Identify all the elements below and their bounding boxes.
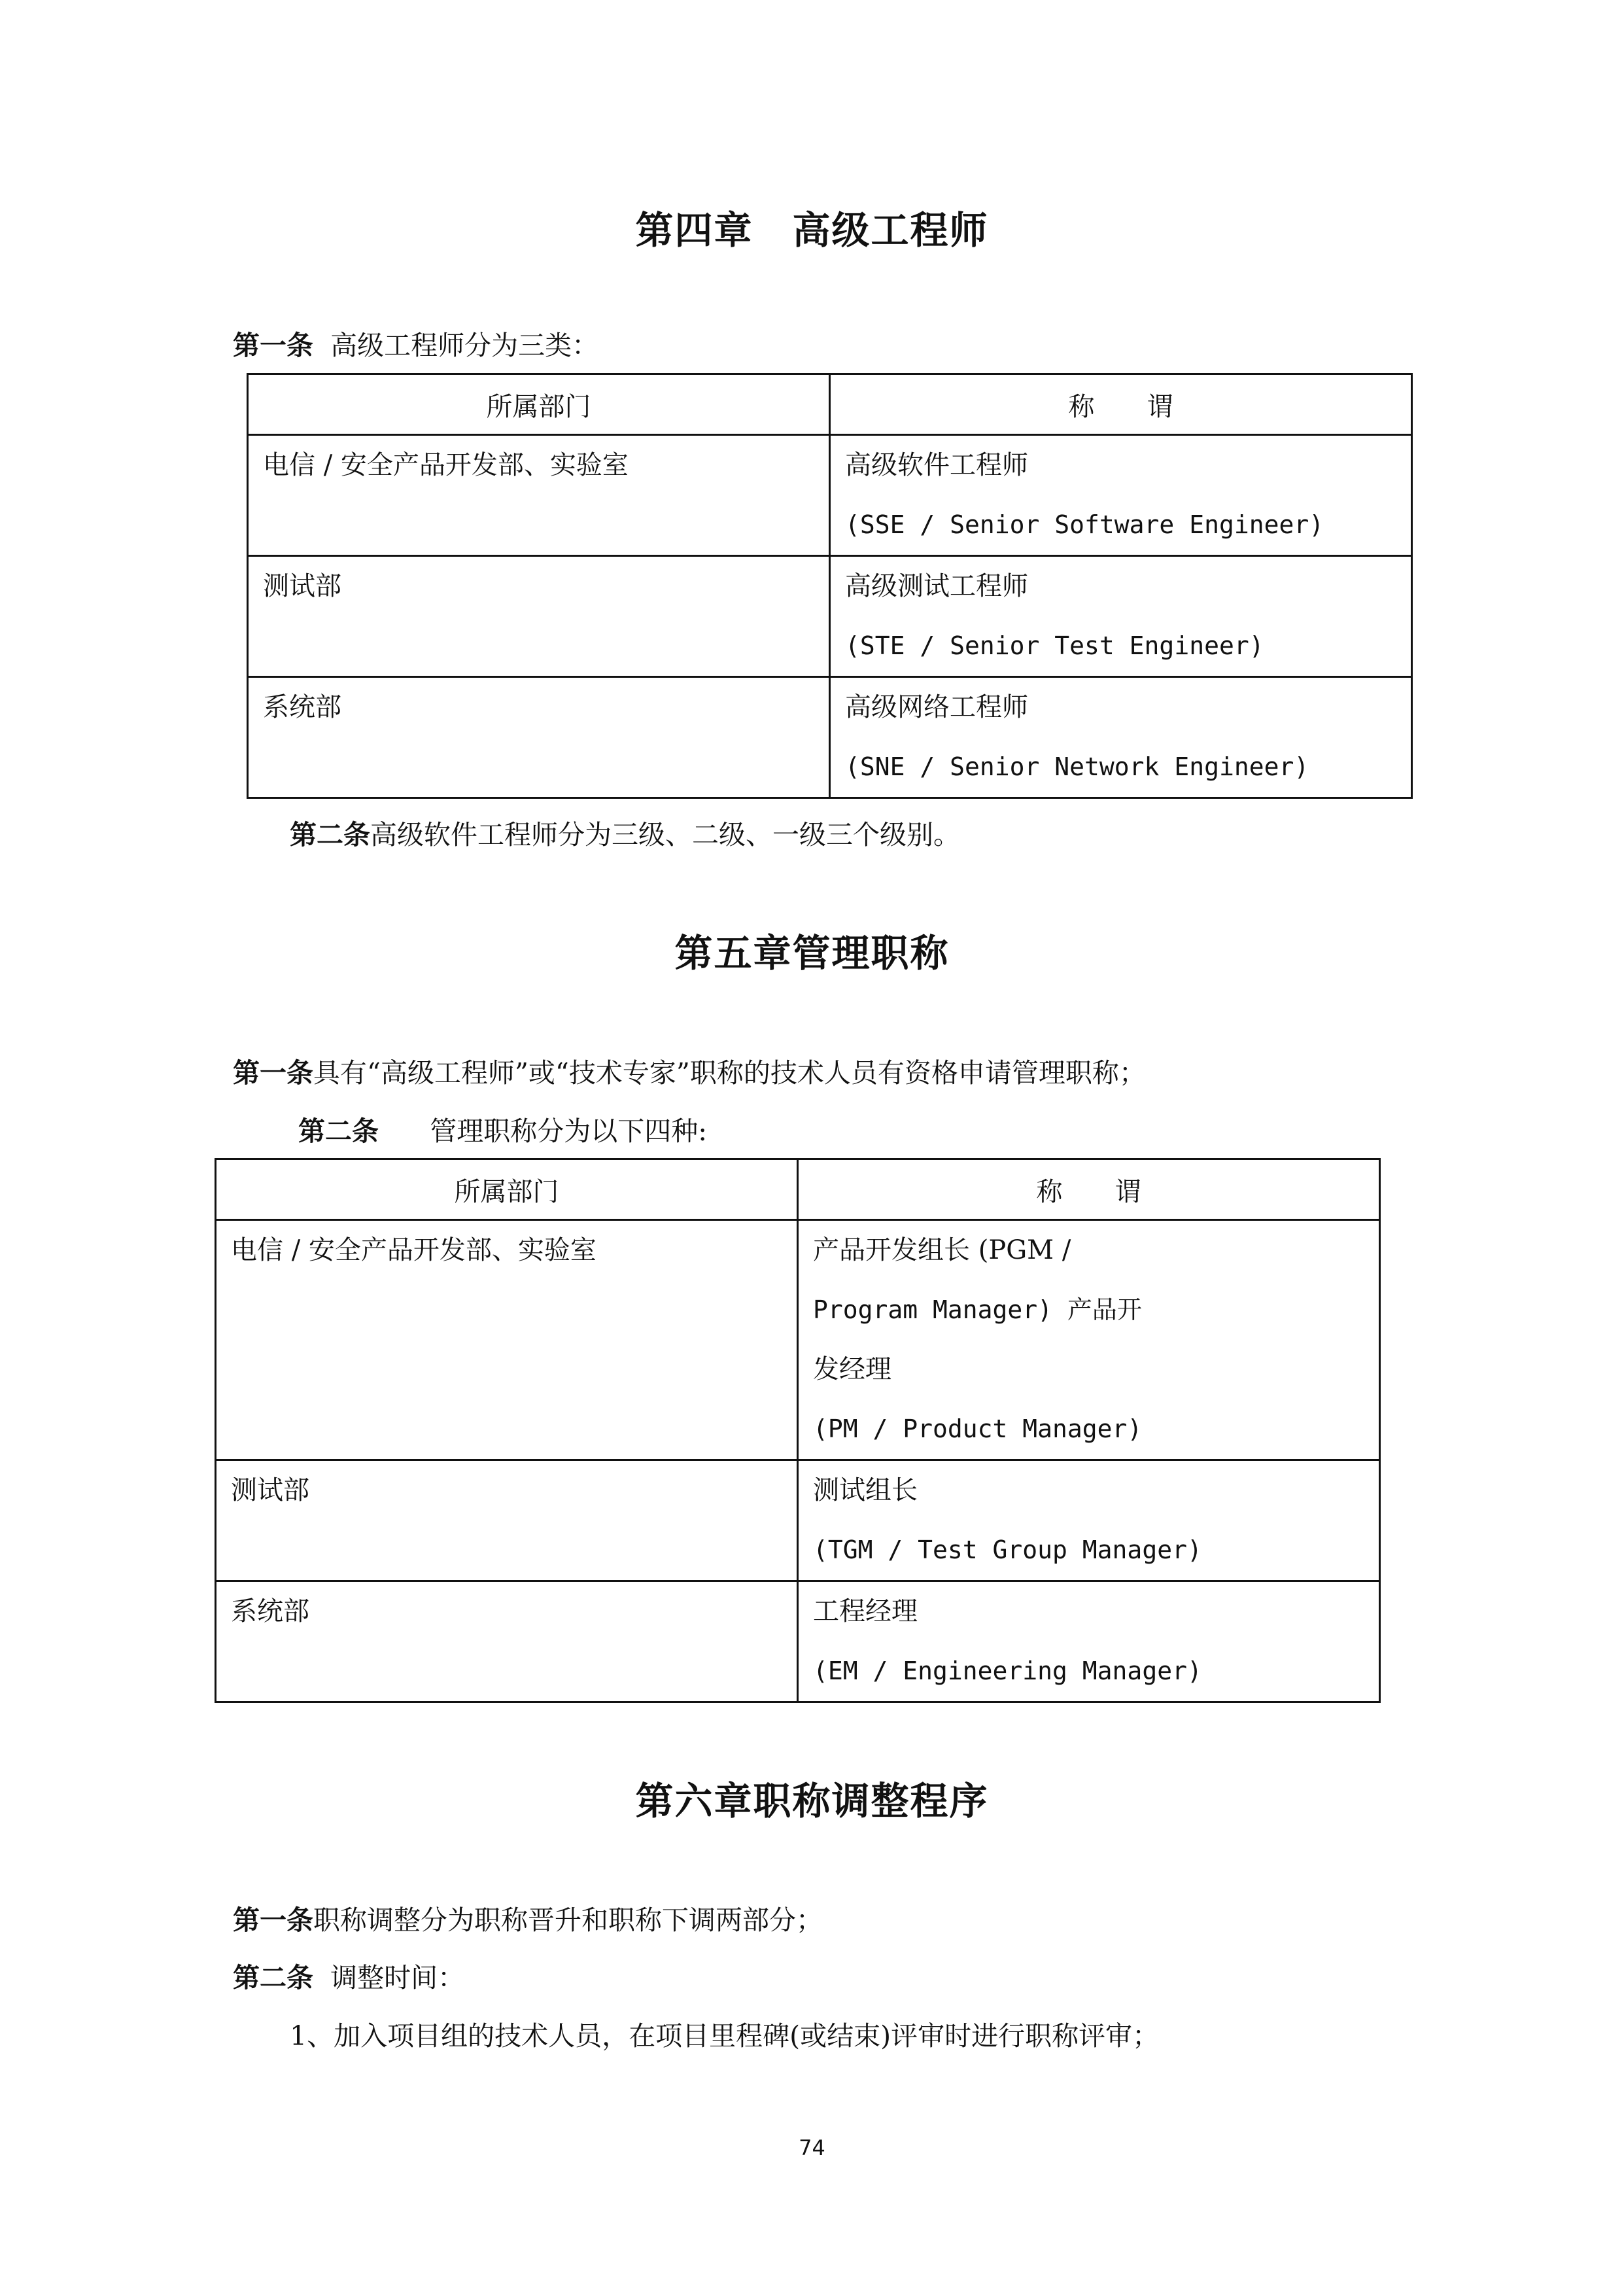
article-text: 具有“高级工程师”或“技术专家”职称的技术人员有资格申请管理职称； [313,1057,1146,1089]
title-cell: 高级测试工程师 (STE / Senior Test Engineer) [830,556,1412,677]
article-label: 第二条 [298,1115,379,1147]
title-cell: 高级软件工程师 (SSE / Senior Software Engineer) [830,435,1412,556]
title-cell: 工程经理 (EM / Engineering Manager) [798,1581,1380,1702]
article-text: 管理职称分为以下四种: [430,1115,708,1147]
senior-engineer-table [247,373,1413,799]
table-row [248,435,1412,556]
chapter-5-title: 第五章管理职称 [674,931,950,975]
department-cell: 系统部 [248,677,830,798]
article-text: 高级工程师分为三类： [330,330,599,361]
table-row [216,1460,1380,1581]
article-text: 调整时间： [330,1962,465,1993]
page-number: 74 [799,2135,825,2160]
chapter-4-article-2 [290,819,960,850]
article-label: 第一条 [233,330,313,361]
table-row [216,1220,1380,1460]
department-cell: 系统部 [216,1581,798,1702]
chapter-4-article-1 [233,332,598,359]
management-title-table [215,1158,1381,1703]
article-label: 第一条 [233,1057,313,1089]
header-title: 称 谓 [830,374,1412,435]
title-cell: 高级网络工程师 (SNE / Senior Network Engineer) [830,677,1412,798]
header-department: 所属部门 [216,1159,798,1220]
chapter-4-title: 第四章 高级工程师 [635,208,989,253]
article-text: 高级软件工程师分为三级、二级、一级三个级别。 [370,819,960,850]
article-label: 第二条 [233,1962,313,1993]
chapter-5-article-2 [298,1115,708,1147]
chapter-6-article-2 [233,1962,465,1993]
department-cell: 测试部 [248,556,830,677]
title-cell: 测试组长 (TGM / Test Group Manager) [798,1460,1380,1581]
article-text: 职称调整分为职称晋升和职称下调两部分； [313,1904,823,1936]
chapter-6-item-1: 1、加入项目组的技术人员，在项目里程碑(或结束)评审时进行职称评审； [290,2020,1160,2052]
article-label: 第二条 [290,819,370,850]
table-header-row [216,1159,1380,1220]
article-label: 第一条 [233,1904,313,1936]
department-cell: 电信 / 安全产品开发部、实验室 [216,1220,798,1460]
department-cell: 电信 / 安全产品开发部、实验室 [248,435,830,556]
chapter-5-article-1 [233,1057,1146,1089]
title-cell: 产品开发组长 (PGM / Program Manager) 产品开 发经理 (PM / Product Manager) [798,1220,1380,1460]
table-row [248,556,1412,677]
table-header-row [248,374,1412,435]
table-row [216,1581,1380,1702]
header-title: 称 谓 [798,1159,1380,1220]
header-department: 所属部门 [248,374,830,435]
table-row [248,677,1412,798]
department-cell: 测试部 [216,1460,798,1581]
chapter-6-title: 第六章职称调整程序 [635,1779,989,1823]
chapter-6-article-1 [233,1904,823,1936]
